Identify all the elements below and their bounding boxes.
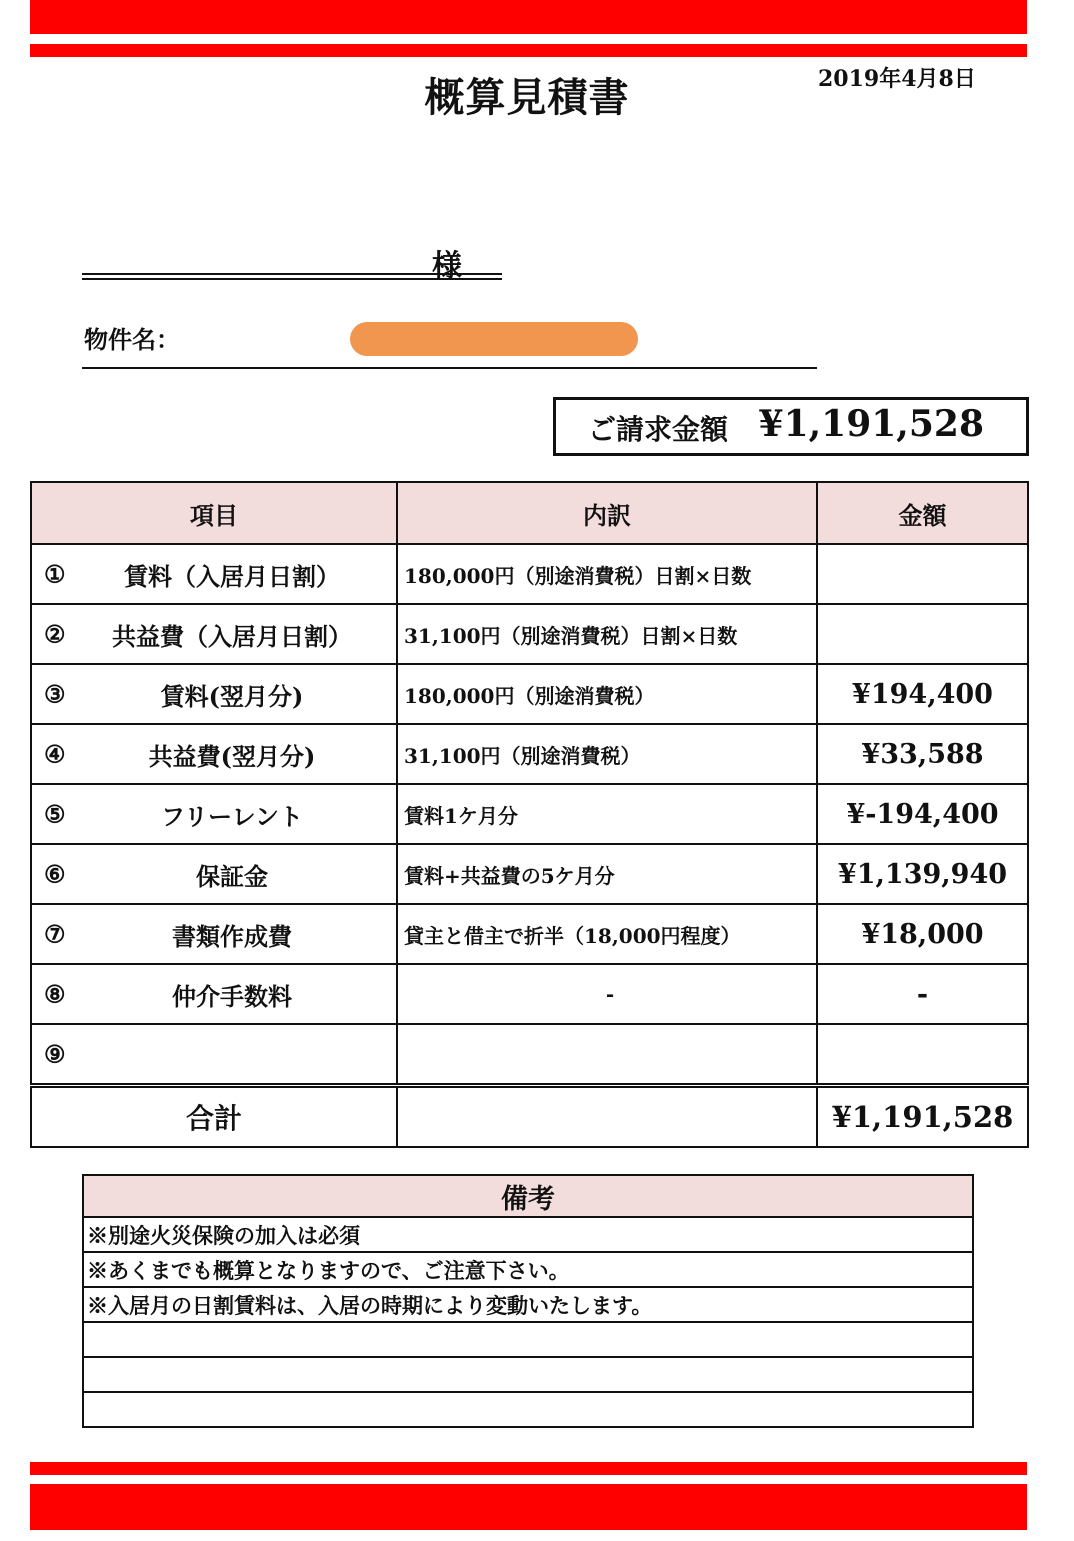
remark-line: ※別途火災保険の加入は必須 [83, 1217, 973, 1252]
recipient-honorific: 様 [432, 249, 462, 284]
total-detail [397, 1086, 817, 1148]
table-row [31, 604, 1028, 664]
remarks-table [82, 1174, 974, 1428]
table-header-row [31, 482, 1028, 544]
table-row [31, 964, 1028, 1024]
table-row [31, 784, 1028, 844]
item-name: 書類作成費 [172, 921, 292, 951]
row-number: ⑤ [44, 799, 66, 829]
remarks-header-row [83, 1175, 973, 1217]
item-cell [31, 964, 397, 1024]
amount-cell: ¥1,139,940 [817, 844, 1028, 904]
billing-amount-box [553, 397, 1029, 456]
property-label: 物件名： [84, 325, 180, 354]
remark-line [83, 1322, 973, 1357]
remark-line [83, 1357, 973, 1392]
detail-cell: 賃料1ケ月分 [397, 784, 817, 844]
total-label: 合計 [31, 1086, 397, 1148]
table-row [31, 1024, 1028, 1086]
remark-line [83, 1392, 973, 1427]
item-cell [31, 544, 397, 604]
bottom-red-bar [30, 1484, 1027, 1530]
row-number: ① [44, 559, 66, 589]
item-cell [31, 904, 397, 964]
amount-cell [817, 544, 1028, 604]
remarks-row [83, 1287, 973, 1322]
item-name: 賃料（入居月日割） [124, 561, 340, 591]
item-name: 仲介手数料 [172, 981, 292, 1011]
document-title: 概算見積書 [424, 74, 630, 121]
remarks-row [83, 1322, 973, 1357]
estimate-table [30, 481, 1029, 1148]
detail-cell: 貸主と借主で折半（18,000円程度） [397, 904, 817, 964]
header-detail: 内訳 [397, 482, 817, 544]
row-number: ⑧ [44, 979, 66, 1009]
item-name: 保証金 [196, 861, 268, 891]
header-item: 項目 [31, 482, 397, 544]
item-name: 共益費(翌月分) [148, 741, 316, 771]
item-cell [31, 1024, 397, 1086]
top-red-bar [30, 0, 1027, 34]
table-row [31, 544, 1028, 604]
row-number: ② [44, 619, 66, 649]
billing-amount: ¥1,191,528 [758, 403, 984, 445]
amount-cell: - [817, 964, 1028, 1024]
amount-cell: ¥33,588 [817, 724, 1028, 784]
top-red-bar-thin [30, 44, 1027, 57]
item-cell [31, 604, 397, 664]
item-cell [31, 664, 397, 724]
detail-cell: 31,100円（別途消費税）日割×日数 [397, 604, 817, 664]
billing-label: ご請求金額 [588, 413, 729, 446]
remarks-row [83, 1217, 973, 1252]
table-row [31, 724, 1028, 784]
remarks-row [83, 1392, 973, 1427]
recipient-line-bottom [82, 278, 502, 280]
total-row [31, 1086, 1028, 1148]
item-cell [31, 724, 397, 784]
amount-cell: ¥-194,400 [817, 784, 1028, 844]
bottom-red-bar-thin [30, 1462, 1027, 1475]
item-name: 賃料(翌月分) [160, 681, 304, 711]
amount-cell [817, 1024, 1028, 1086]
row-number: ⑦ [44, 919, 66, 949]
amount-cell [817, 604, 1028, 664]
item-name: フリーレント [161, 801, 303, 831]
remarks-row [83, 1252, 973, 1287]
remarks-row [83, 1357, 973, 1392]
remark-line: ※あくまでも概算となりますので、ご注意下さい。 [83, 1252, 973, 1287]
item-cell [31, 844, 397, 904]
detail-cell [397, 1024, 817, 1086]
table-row [31, 844, 1028, 904]
item-cell [31, 784, 397, 844]
header-amount: 金額 [817, 482, 1028, 544]
recipient-line-top [82, 273, 502, 275]
remark-line: ※入居月の日割賃料は、入居の時期により変動いたします。 [83, 1287, 973, 1322]
document-date: 2019年4月8日 [818, 66, 976, 92]
total-amount: ¥1,191,528 [817, 1086, 1028, 1148]
detail-cell: 賃料+共益費の5ケ月分 [397, 844, 817, 904]
amount-cell: ¥18,000 [817, 904, 1028, 964]
detail-cell: 31,100円（別途消費税） [397, 724, 817, 784]
row-number: ③ [44, 679, 66, 709]
detail-cell: 180,000円（別途消費税） [397, 664, 817, 724]
detail-cell: - [397, 964, 817, 1024]
property-underline [82, 367, 817, 369]
amount-cell: ¥194,400 [817, 664, 1028, 724]
row-number: ④ [44, 739, 66, 769]
remarks-header: 備考 [83, 1175, 973, 1217]
table-row [31, 904, 1028, 964]
row-number: ⑨ [44, 1039, 66, 1069]
property-name-redaction [350, 322, 638, 356]
item-name: 共益費（入居月日割） [112, 621, 352, 651]
table-row [31, 664, 1028, 724]
row-number: ⑥ [44, 859, 66, 889]
detail-cell: 180,000円（別途消費税）日割×日数 [397, 544, 817, 604]
